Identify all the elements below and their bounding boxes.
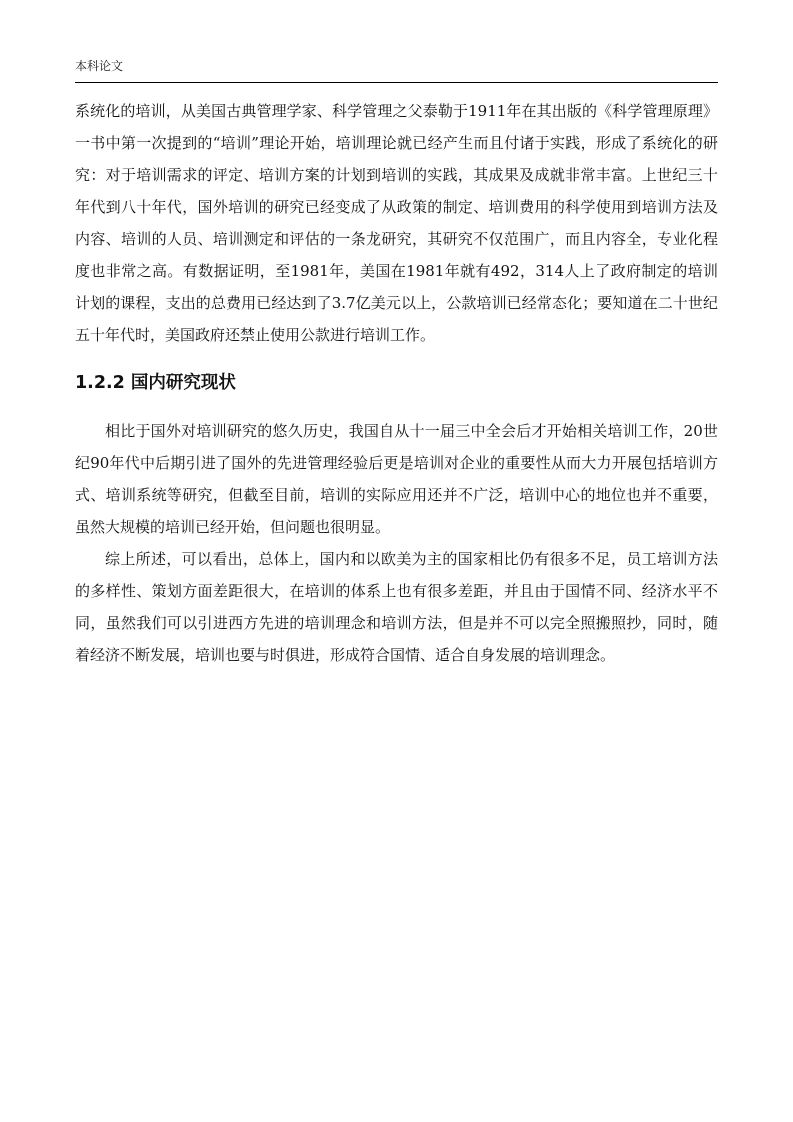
running-header: 本科论文: [75, 59, 124, 73]
body-paragraph: 相比于国外对培训研究的悠久历史，我国自从十一届三中全会后才开始相关培训工作，20世纪90年代中后期引进了国外的先进管理经验后更是培训对企业的重要性从而大力开展包括培训方式、培训系统等研究，但截至目前，培训的实际应用还并不广泛，培训中心的地位也并不重要，虽然大规模的培训已经开始，但问题也很明显。: [75, 422, 718, 536]
document-body: [75, 95, 718, 671]
header-divider: [75, 82, 718, 83]
body-paragraph: 综上所述，可以看出，总体上，国内和以欧美为主的国家相比仍有很多不足，员工培训方法的多样性、策划方面差距很大，在培训的体系上也有很多差距，并且由于国情不同、经济水平不同，虽然我们可以引进西方先进的培训理念和培训方法，但是并不可以完全照搬照抄，同时，随着经济不断发展，培训也要与时俱进，形成符合国情、适合自身发展的培训理念。: [75, 550, 718, 664]
body-paragraph: 系统化的培训，从美国古典管理学家、科学管理之父泰勒于1911年在其出版的《科学管理原理》一书中第一次提到的“培训”理论开始，培训理论就已经产生而且付诸于实践，形成了系统化的研究：对于培训需求的评定、培训方案的计划到培训的实践，其成果及成就非常丰富。上世纪三十年代到八十年代，国外培训的研究已经变成了从政策的制定、培训费用的科学使用到培训方法及内容、培训的人员、培训测定和评估的一条龙研究，其研究不仅范围广，而且内容全，专业化程度也非常之高。有数据证明，至1981年，美国在1981年就有492，314人上了政府制定的培训计划的课程，支出的总费用已经达到了3.7亿美元以上，公款培训已经常态化；要知道在二十世纪五十年代时，美国政府还禁止使用公款进行培训工作。: [75, 102, 718, 344]
section-heading: 1.2.2 国内研究现状: [75, 373, 236, 393]
